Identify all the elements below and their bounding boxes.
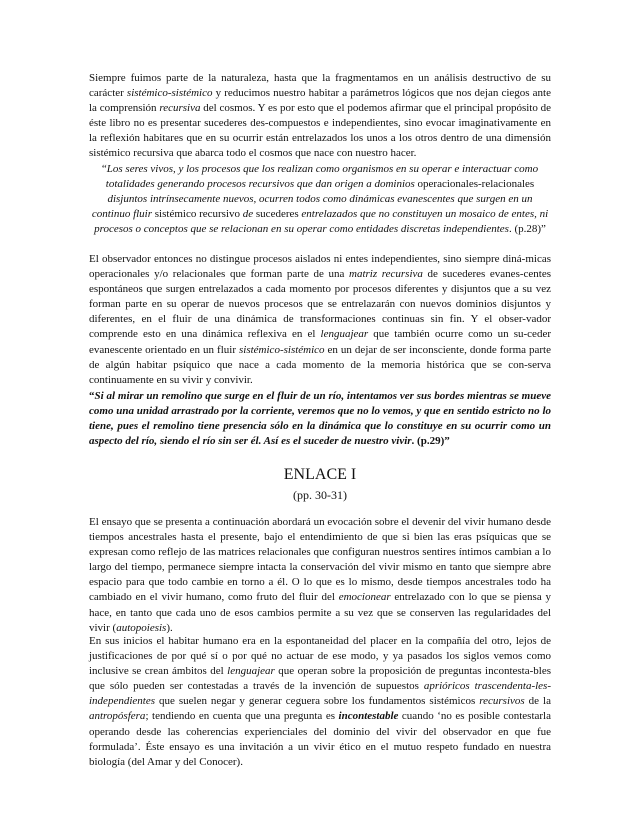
italic-run: lenguajear (320, 328, 369, 341)
text-run: y reducimos nuestro habitar a parámetros lógicos que nos dejan ciegos ante la comprensión (89, 87, 551, 115)
text-run: en un dejar de ser inconsciente, donde forma parte de algún habitar psíquico que nace a cada momento de la memoria histórica que se con-serva continuamente en su vivir y convivir. (89, 343, 551, 386)
italic-run: matriz recursiva (349, 268, 423, 281)
text-run: sucederes (253, 208, 302, 221)
paragraph-observer (89, 252, 551, 388)
text-run: Siempre fuimos parte de la naturaleza, hasta que la fragmentamos en un análisis destructivo de su carácter (89, 72, 551, 100)
text-run: que suelen negar y generar ceguera sobre los fundamentos sistémicos (154, 695, 480, 708)
italic-run: emocionear (338, 591, 391, 604)
text-run: El ensayo que se presenta a continuación abordará un evocación sobre el devenir del vivir humano desde tiempos ancestrales hasta el presente, bajo el entendimiento de que si bien las eras psíquicas que se expresan como reflejo de las matrices relacionales que configuran nuestros sentires íntimos cambian a lo largo del tiempo, permanece siempre intacta la conservación del vivir mismo en tanto que siempre abre espacio para que todo cambie en torno a él. O lo que es lo mismo, desde tiempos ancestrales todo ha cambiado en el vivir humano, como fruto del fluir del (89, 516, 551, 604)
text-run: entrelazado con lo que se piensa y hace, en tanto que cada uno de esos cambios permite a su vez que se conserven las regularidades del vivir ( (89, 591, 551, 634)
section-page-range: (pp. 30-31) (293, 488, 347, 502)
text-run: . (p.28)” (508, 223, 546, 236)
text-run: cuando ‘no es posible contestarla operando desde las coherencias experienciales del dominio del vivir del observador en que fue formulada’. Éste ensayo es una invitación a un vivir ético en el mutuo respeto fundado en nuestra biología (del Amar y del Conocer). (89, 710, 551, 768)
italic-run: lenguajear (227, 665, 275, 678)
text-run: que operan sobre la proposición de preguntas incontesta-bles que sólo pueden ser contestadas a través de la invención de supuestos (89, 665, 552, 693)
text-run: de la (524, 695, 551, 708)
paragraph-origins (89, 634, 551, 770)
text-run: El observador entonces no distingue procesos aislados ni entes independientes, sino siempre diná-micas operacionales y/o relacionales que forman parte de una (89, 253, 551, 281)
text-run: . (p.29)” (411, 435, 450, 448)
paragraph-intro (89, 71, 551, 162)
italic-run: recursivos (479, 695, 525, 708)
quote-living-beings (89, 162, 551, 237)
text-run: ; tendiendo en cuenta que una pregunta es (145, 710, 339, 723)
text-run: operacionales-relacionales (414, 178, 535, 191)
italic-run: incontestable (338, 710, 399, 723)
quote-whirlpool (89, 389, 551, 449)
italic-run: entrelazados que no constituyen un mosaico de entes, ni procesos o conceptos que se relacionan en su operar como entidades discretas independientes (94, 208, 549, 236)
italic-run: autopoiesis (116, 621, 167, 634)
text-run: En sus inicios el habitar humano era en la espontaneidad del placer en la compañía del otro, lejos de justificaciones de por qué sí o por qué no actuar de ese modo, y ya pasados los siglos vemos como inclusive se crean ámbitos del (89, 635, 551, 678)
italic-run: disjuntos intrínsecamente nuevos, ocurren todos como dinámicas evanescentes que surgen en un continuo fluir (91, 193, 533, 221)
text-run: del cosmos. Y es por esto que el podemos afirmar que el principal propósito de éste libro no es presentar sucederes des-compuestos e independientes, sino evocar imaginativamente en la reflexión habitares que en su ocurrir están entrelazados los unos a los otros dentro de una dimensión sistémico recursiva que abarca todo el cosmos que nace con nuestro hacer. (89, 102, 552, 160)
text-run: “ (89, 390, 95, 402)
italic-run: recursiva (159, 102, 201, 115)
text-run: que también ocurre como un su-ceder evanescente orientado en un fluir (89, 328, 551, 356)
section-heading: ENLACE I (283, 466, 357, 483)
text-run: “ (101, 163, 107, 175)
paragraph-essay-intro (89, 515, 551, 636)
italic-run: aprióricos trascendenta-les-independientes (89, 680, 551, 708)
text-run: sistémico recursivo (152, 208, 243, 221)
italic-run: sistémico-sistémico (126, 87, 213, 100)
text-run: de sucederes evanes-centes espontáneos que surgen entrelazados a cada momento por procesos diferentes y disjuntos que a su vez forman parte en su operar de nuevos procesos que se entrelazarán con nuevos dominios disjuntos y diferentes, en el fluir de una dinámica de transformaciones continuas sin fin. Y el obser-vador comprende esto en una dinámica reflexiva en el (89, 268, 551, 341)
italic-run: sistémico-sistémico (239, 343, 325, 356)
text-run: ). (166, 621, 173, 634)
italic-run: antropósfera (89, 710, 146, 723)
italic-run: de (242, 208, 254, 221)
italic-run: Si al mirar un remolino que surge en el fluir de un río, intentamos ver sus bordes mientras se mueve como una unidad arrastrado por la corriente, veremos que no lo vemos, y que en sentido estricto no lo tiene, pues el remolino tiene presencia sólo en la dinámica que lo constituye en su ocurrir como un aspecto del río, siendo el río sin ser él. Así es el suceder de nuestro vivir (89, 390, 551, 448)
italic-run: Los seres vivos, y los procesos que los realizan como organismos en su operar e interactuar como totalidades generando procesos recursivos que dan origen a dominios (105, 163, 539, 191)
